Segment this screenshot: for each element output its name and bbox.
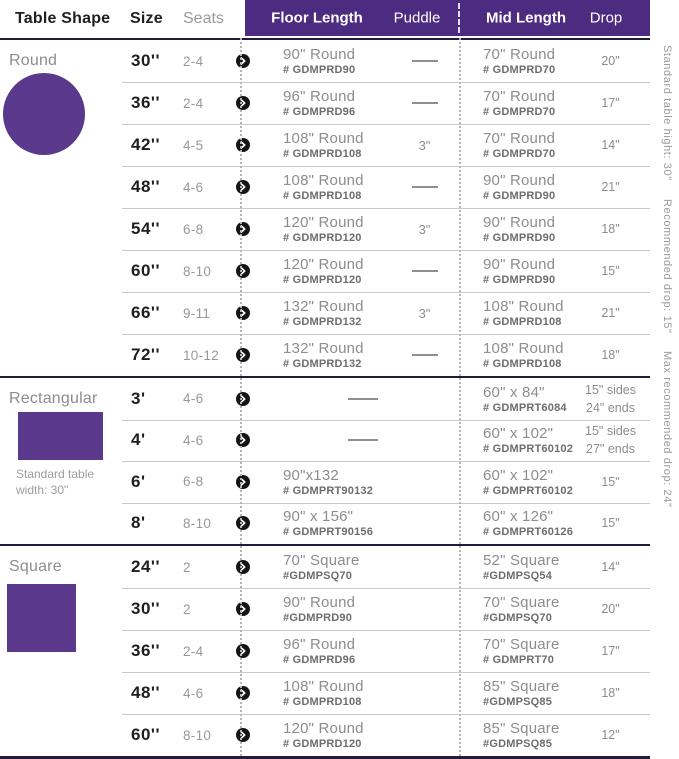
size-value: 4' [131, 430, 146, 450]
shape-note: Standard table width: 30" [16, 467, 95, 498]
mid-length-value: 60" x 126" [483, 508, 554, 526]
seats-value: 4-6 [183, 391, 204, 407]
mid-length-value: 90" Round [483, 172, 556, 189]
floor-length-cell [240, 250, 390, 292]
floor-length-code: # GDMPRD108 [283, 190, 362, 202]
floor-length-cell [240, 166, 390, 208]
seats-value: 10-12 [183, 347, 220, 363]
seats-value: 9-11 [183, 305, 211, 321]
puddle-cell [390, 208, 459, 250]
seats-value: 2 [183, 559, 191, 575]
seats-value: 6-8 [183, 221, 204, 237]
puddle-cell [390, 714, 459, 756]
shape-section-label: Square [9, 558, 62, 575]
floor-length-cell [240, 588, 390, 630]
mid-length-value: 60" x 102" [483, 466, 554, 484]
mid-length-cell [459, 630, 571, 672]
mid-length-code: #GDMPSQ54 [483, 570, 553, 582]
floor-length-cell [240, 40, 390, 82]
puddle-cell [390, 420, 459, 462]
floor-length-code: # GDMPRT90156 [283, 526, 374, 539]
mid-length-value: 70" Round [483, 88, 556, 105]
arrow-icon [236, 644, 250, 658]
gutter-cell [0, 40, 122, 82]
table-row [0, 420, 650, 462]
seats-value: 4-6 [183, 179, 204, 195]
floor-length-cell [240, 503, 390, 545]
col-header-mid-length: Mid Length [486, 9, 566, 27]
seats-value: 2-4 [183, 95, 204, 111]
mid-length-code: # GDMPRD90 [483, 274, 556, 286]
table-row [0, 334, 650, 376]
mid-length-code: #GDMPSQ85 [483, 696, 553, 708]
drop-value: 17" [601, 643, 620, 658]
puddle-cell [390, 672, 459, 714]
size-value: 30'' [131, 51, 160, 70]
arrow-icon [236, 516, 250, 530]
floor-length-code: # GDMPRD132 [283, 316, 362, 328]
table-row [0, 588, 650, 630]
puddle-cell [390, 588, 459, 630]
col-header-size: Size [130, 10, 163, 27]
floor-length-code: # GDMPRD120 [283, 232, 362, 244]
mid-length-value: 70" Round [483, 46, 556, 63]
mid-length-cell [459, 672, 571, 714]
arrow-icon [236, 264, 250, 278]
arrow-icon [236, 560, 250, 574]
puddle-cell [390, 292, 459, 334]
floor-length-cell [240, 672, 390, 714]
floor-length-cell [240, 124, 390, 166]
floor-length-cell [240, 292, 390, 334]
puddle-cell [390, 124, 459, 166]
floor-length-code: # GDMPRD108 [283, 148, 362, 160]
arrow-icon [236, 686, 250, 700]
seats-value: 4-6 [183, 685, 204, 701]
drop-value: 21" [601, 179, 620, 194]
floor-length-code: # GDMPRD96 [283, 106, 356, 118]
mid-length-cell [459, 124, 571, 166]
arrow-icon [236, 306, 250, 320]
gutter-cell [0, 672, 122, 714]
mid-length-cell [459, 714, 571, 756]
seats-value: 8-10 [183, 727, 212, 743]
seats-value: 6-8 [183, 474, 204, 490]
seats-value: 4-5 [183, 137, 204, 153]
floor-length-cell [240, 82, 390, 124]
floor-length-value: 90" Round [283, 594, 356, 611]
gutter-cell [0, 208, 122, 250]
table-row [0, 40, 650, 82]
column-divider-dotted-left [240, 38, 242, 756]
mid-length-value: 60" x 102" [483, 425, 554, 443]
puddle-value: 3" [418, 137, 431, 153]
seats-value: 8-10 [183, 515, 212, 531]
floor-length-code: # GDMPRT90132 [283, 484, 374, 497]
mid-length-code: # GDMPRD70 [483, 106, 556, 118]
drop-value: 20" [601, 53, 620, 68]
mid-length-value: 90" Round [483, 256, 556, 273]
floor-length-cell [240, 714, 390, 756]
puddle-cell [390, 461, 459, 503]
mid-length-value: 70" Square [483, 636, 560, 653]
side-note [661, 45, 673, 753]
size-value: 30'' [131, 599, 160, 618]
arrow-icon [236, 433, 250, 447]
drop-value: 14" [601, 559, 620, 574]
mid-length-value: 108" Round [483, 298, 564, 315]
mid-length-value: 85" Square [483, 720, 560, 737]
col-header-puddle: Puddle [393, 9, 441, 27]
mid-length-cell [459, 292, 571, 334]
seats-value: 2-4 [183, 53, 204, 69]
puddle-cell [390, 503, 459, 545]
floor-length-value: 132" Round [283, 298, 364, 315]
seats-value: 2-4 [183, 643, 204, 659]
size-value: 54'' [131, 219, 160, 238]
col-header-drop: Drop [589, 9, 623, 27]
header-band [245, 0, 650, 36]
mid-length-cell [459, 166, 571, 208]
drop-value: 17" [601, 95, 620, 110]
puddle-dash [412, 186, 438, 188]
floor-length-value: 120" Round [283, 256, 364, 273]
col-header-floor-length: Floor Length [271, 9, 363, 27]
floor-length-value: 96" Round [283, 636, 356, 653]
mid-length-code: # GDMPRT60102 [483, 443, 574, 456]
drop-value: 18" [601, 685, 620, 700]
size-value: 66'' [131, 303, 160, 322]
floor-length-value: 90" Round [283, 46, 356, 63]
side-note-segment: Standard table hight: 30" [661, 45, 673, 181]
size-value: 36'' [131, 641, 160, 660]
mid-length-cell [459, 378, 571, 420]
arrow-icon [236, 180, 250, 194]
floor-length-code: # GDMPRD132 [283, 358, 362, 370]
col-header-seats: Seats [183, 10, 224, 27]
mid-length-cell [459, 546, 571, 588]
table-row [0, 292, 650, 334]
mid-length-value: 85" Square [483, 678, 560, 695]
size-value: 36'' [131, 93, 160, 112]
mid-length-value: 108" Round [483, 340, 564, 357]
floor-length-cell [240, 546, 390, 588]
mid-length-code: # GDMPRD108 [483, 358, 562, 370]
mid-length-cell [459, 208, 571, 250]
seats-value: 4-6 [183, 432, 204, 448]
floor-length-cell [240, 630, 390, 672]
mid-length-value: 70" Round [483, 130, 556, 147]
gutter-cell [0, 420, 122, 462]
table-row [0, 546, 650, 588]
puddle-cell [390, 630, 459, 672]
table-row [0, 82, 650, 124]
arrow-icon [236, 138, 250, 152]
puddle-cell [390, 546, 459, 588]
gutter-cell [0, 630, 122, 672]
arrow-icon [236, 348, 250, 362]
chart-header [0, 0, 650, 38]
arrow-icon [236, 602, 250, 616]
shape-section [0, 376, 650, 544]
arrow-icon [236, 728, 250, 742]
gutter-cell [0, 250, 122, 292]
col-header-table-shape: Table Shape [15, 10, 111, 27]
floor-length-value: 90"x132 [283, 466, 339, 484]
table-row [0, 630, 650, 672]
floor-length-value: 120" Round [283, 214, 364, 231]
gutter-cell [0, 82, 122, 124]
gutter-cell [0, 503, 122, 545]
drop-value: 18" [601, 221, 620, 236]
puddle-cell [390, 166, 459, 208]
side-note-segment: Max recommended drop: 24" [661, 351, 673, 508]
puddle-cell [390, 82, 459, 124]
seats-value: 8-10 [183, 263, 212, 279]
size-value: 48'' [131, 177, 160, 196]
arrow-icon [236, 222, 250, 236]
shape-section-label: Rectangular [9, 390, 98, 407]
drop-value: 15" [601, 474, 620, 489]
mid-length-code: # GDMPRD90 [483, 190, 556, 202]
mid-length-cell [459, 250, 571, 292]
puddle-value: 3" [418, 221, 431, 237]
size-value: 60'' [131, 261, 160, 280]
mid-length-cell [459, 40, 571, 82]
puddle-dash [412, 60, 438, 62]
table-row [0, 503, 650, 545]
floor-length-value: 90" x 156" [283, 508, 354, 526]
mid-length-code: # GDMPRT6084 [483, 401, 567, 414]
mid-length-code: # GDMPRD108 [483, 316, 562, 328]
drop-value: 14" [601, 137, 620, 152]
floor-length-code: #GDMPSQ70 [283, 570, 353, 582]
table-row [0, 166, 650, 208]
floor-length-cell [240, 461, 390, 503]
arrow-icon [236, 392, 250, 406]
floor-puddle-dash [348, 398, 378, 400]
drop-value: 12" [601, 727, 620, 742]
puddle-value: 3" [418, 305, 431, 321]
shape-section-label: Round [9, 52, 58, 69]
floor-length-value: 108" Round [283, 172, 364, 189]
mid-length-cell [459, 420, 574, 462]
side-note-segment: Recommended drop: 15" [661, 198, 673, 334]
floor-length-value: 108" Round [283, 678, 364, 695]
floor-length-code: # GDMPRD120 [283, 274, 362, 286]
drop-value: 18" [601, 347, 620, 362]
mid-length-code: # GDMPRT60102 [483, 484, 574, 497]
mid-length-code: # GDMPRD90 [483, 232, 556, 244]
size-value: 42'' [131, 135, 160, 154]
gutter-cell [0, 588, 122, 630]
mid-length-value: 90" Round [483, 214, 556, 231]
mid-length-code: # GDMPRD70 [483, 148, 556, 160]
floor-length-code: # GDMPRD120 [283, 738, 362, 750]
mid-length-value: 52" Square [483, 552, 560, 569]
table-row [0, 461, 650, 503]
table-row [0, 208, 650, 250]
column-divider-dotted-right [459, 38, 461, 756]
puddle-cell [390, 378, 459, 420]
drop-value: 15" [601, 516, 620, 531]
shape-section [0, 38, 650, 376]
mid-length-cell [459, 588, 571, 630]
arrow-icon [236, 475, 250, 489]
floor-length-value: 70" Square [283, 552, 360, 569]
floor-length-code: # GDMPRD108 [283, 696, 362, 708]
mid-length-code: #GDMPSQ70 [483, 612, 553, 624]
puddle-dash [412, 354, 438, 356]
mid-length-cell [459, 461, 574, 503]
table-body [0, 38, 650, 756]
mid-length-cell [459, 503, 574, 545]
gutter-cell [0, 461, 122, 503]
mid-length-cell [459, 82, 571, 124]
gutter-cell [0, 546, 122, 588]
puddle-dash [412, 102, 438, 104]
gutter-cell [0, 334, 122, 376]
drop-value: 20" [601, 601, 620, 616]
shape-section [0, 544, 650, 756]
table-row [0, 378, 650, 420]
drop-value: 15" [601, 263, 620, 278]
puddle-cell [390, 250, 459, 292]
mid-length-code: # GDMPRD70 [483, 64, 556, 76]
floor-length-code: #GDMPRD90 [283, 612, 353, 624]
gutter-cell [0, 292, 122, 334]
drop-value: 15" sides 24" ends [585, 382, 636, 415]
size-value: 3' [131, 388, 146, 408]
mid-length-cell [459, 334, 571, 376]
puddle-cell [390, 334, 459, 376]
floor-length-value: 132" Round [283, 340, 364, 357]
table-row [0, 124, 650, 166]
table-row [0, 250, 650, 292]
arrow-icon [236, 54, 250, 68]
gutter-cell [0, 378, 122, 420]
size-value: 24'' [131, 557, 160, 576]
table-row [0, 714, 650, 756]
drop-value: 15" sides 27" ends [585, 424, 636, 457]
mid-length-value: 60" x 84" [483, 383, 545, 401]
floor-length-code: # GDMPRD96 [283, 654, 356, 666]
size-value: 72'' [131, 345, 160, 364]
mid-length-code: #GDMPSQ85 [483, 738, 553, 750]
drop-value: 21" [601, 305, 620, 320]
gutter-cell [0, 714, 122, 756]
floor-length-value: 108" Round [283, 130, 364, 147]
floor-length-code: # GDMPRD90 [283, 64, 356, 76]
mid-length-value: 70" Square [483, 594, 560, 611]
mid-length-code: # GDMPRT60126 [483, 526, 574, 539]
floor-length-cell [240, 334, 390, 376]
puddle-dash [412, 270, 438, 272]
floor-puddle-dash [348, 439, 378, 441]
size-value: 60'' [131, 725, 160, 744]
gutter-cell [0, 124, 122, 166]
floor-length-cell [240, 208, 390, 250]
puddle-cell [390, 40, 459, 82]
header-column-divider-icon [458, 3, 460, 33]
seats-value: 2 [183, 601, 191, 617]
size-value: 6' [131, 471, 146, 491]
table-row [0, 672, 650, 714]
floor-length-value: 96" Round [283, 88, 356, 105]
size-value: 48'' [131, 683, 160, 702]
gutter-cell [0, 166, 122, 208]
floor-length-value: 120" Round [283, 720, 364, 737]
size-value: 8' [131, 513, 146, 533]
mid-length-code: # GDMPRT70 [483, 654, 555, 666]
arrow-icon [236, 96, 250, 110]
